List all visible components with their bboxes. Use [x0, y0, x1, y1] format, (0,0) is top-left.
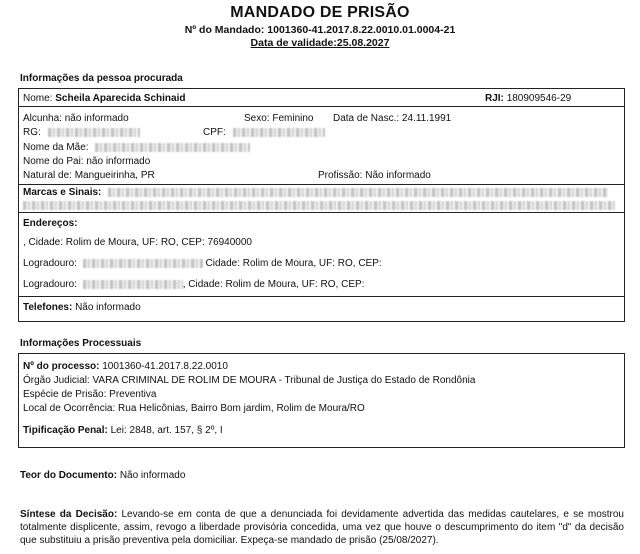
divider: [18, 184, 625, 185]
court: Órgão Judicial: VARA CRIMINAL DE ROLIM DE MOURA - Tribunal de Justiça do Estado de Rondônia: [23, 375, 476, 386]
phones-row: [23, 302, 141, 313]
sex: Sexo: Feminino: [244, 113, 314, 124]
arrest-type: Espécie de Prisão: Preventiva: [23, 389, 157, 400]
content-label: Teor do Documento:: [20, 470, 118, 481]
validity-date: Data de validade:25.08.2027: [250, 37, 390, 49]
redacted-cpf: [233, 128, 325, 137]
address-3-city: , Cidade: Rolim de Moura, UF: RO, CEP:: [182, 279, 365, 290]
divider: [18, 212, 625, 213]
redacted-mother-name: [95, 143, 250, 152]
rji-row: [485, 93, 571, 104]
street-label: Logradouro:: [23, 258, 77, 269]
addresses-label: Endereços:: [23, 218, 78, 229]
profession: Profissão: Não informado: [318, 170, 431, 181]
person-section-title: Informações da pessoa procurada: [20, 73, 183, 84]
rg-label: RG:: [23, 127, 41, 138]
mother-row: [23, 142, 250, 153]
redacted-street: [83, 280, 183, 289]
penal-value: Lei: 2848, art. 157, § 2º, I: [110, 425, 223, 436]
rg-row: [23, 127, 140, 138]
rji-value: 180909546-29: [506, 93, 572, 104]
person-name: Scheila Aparecida Schinaid: [55, 93, 186, 104]
redacted-marks: [23, 201, 615, 210]
decision-summary: [20, 508, 624, 547]
divider: [18, 296, 625, 297]
phones-label: Telefones:: [23, 302, 73, 313]
rji-label: RJI:: [485, 93, 504, 104]
name-row: [23, 93, 185, 104]
birthplace: Natural de: Mangueirinha, PR: [23, 170, 155, 181]
alias: Alcunha: não informado: [23, 113, 129, 124]
address-1: , Cidade: Rolim de Moura, UF: RO, CEP: 76940000: [23, 237, 252, 248]
penal-row: [23, 425, 223, 436]
process-number-label: Nº do processo:: [23, 361, 100, 372]
redacted-street: [83, 259, 203, 268]
address-2-city: Cidade: Rolim de Moura, UF: RO, CEP:: [205, 258, 382, 269]
occurrence-location: Local de Ocorrência: Rua Helicônias, Bairro Bom jardim, Rolim de Moura/RO: [23, 403, 365, 414]
document-content-row: [20, 470, 185, 481]
cpf-row: [203, 127, 325, 138]
marks-row-2: [23, 200, 615, 211]
marks-row: [23, 187, 608, 198]
marks-label: Marcas e Sinais:: [23, 187, 102, 198]
process-number-row: [23, 361, 228, 372]
redacted-marks: [108, 188, 608, 197]
street-label: Logradouro:: [23, 279, 77, 290]
phones-value: Não informado: [75, 302, 141, 313]
decision-text: Levando-se em conta de que a denunciada foi devidamente advertida das medidas cautelares, e se mostrou totalmente displicente, assim, revogo a liberdade provisória concedida, uma vez que houve o descumprimento do item "d" da decisão que substituiu a prisão preventiva pela domiciliar. Expeça-se mandado de prisão (25/08/2027).: [20, 509, 624, 546]
birth-date: Data de Nasc.: 24.11.1991: [333, 113, 452, 124]
name-label: Nome:: [23, 93, 53, 104]
process-number: 1001360-41.2017.8.22.0010: [102, 361, 228, 372]
redacted-rg: [48, 128, 140, 137]
document-title: MANDADO DE PRISÃO: [230, 4, 410, 21]
warrant-number: Nº do Mandado: 1001360-41.2017.8.22.0010.01.0004-21: [184, 24, 456, 36]
father: Nome do Pai: não informado: [23, 156, 151, 167]
decision-label: Síntese da Decisão:: [20, 509, 118, 520]
address-3: [23, 279, 364, 290]
address-2: [23, 258, 382, 269]
process-section-title: Informações Processuais: [20, 338, 142, 349]
penal-label: Tipificação Penal:: [23, 425, 108, 436]
mother-label: Nome da Mãe:: [23, 142, 89, 153]
divider: [18, 106, 625, 107]
cpf-label: CPF:: [203, 127, 226, 138]
content-value: Não informado: [119, 470, 186, 481]
